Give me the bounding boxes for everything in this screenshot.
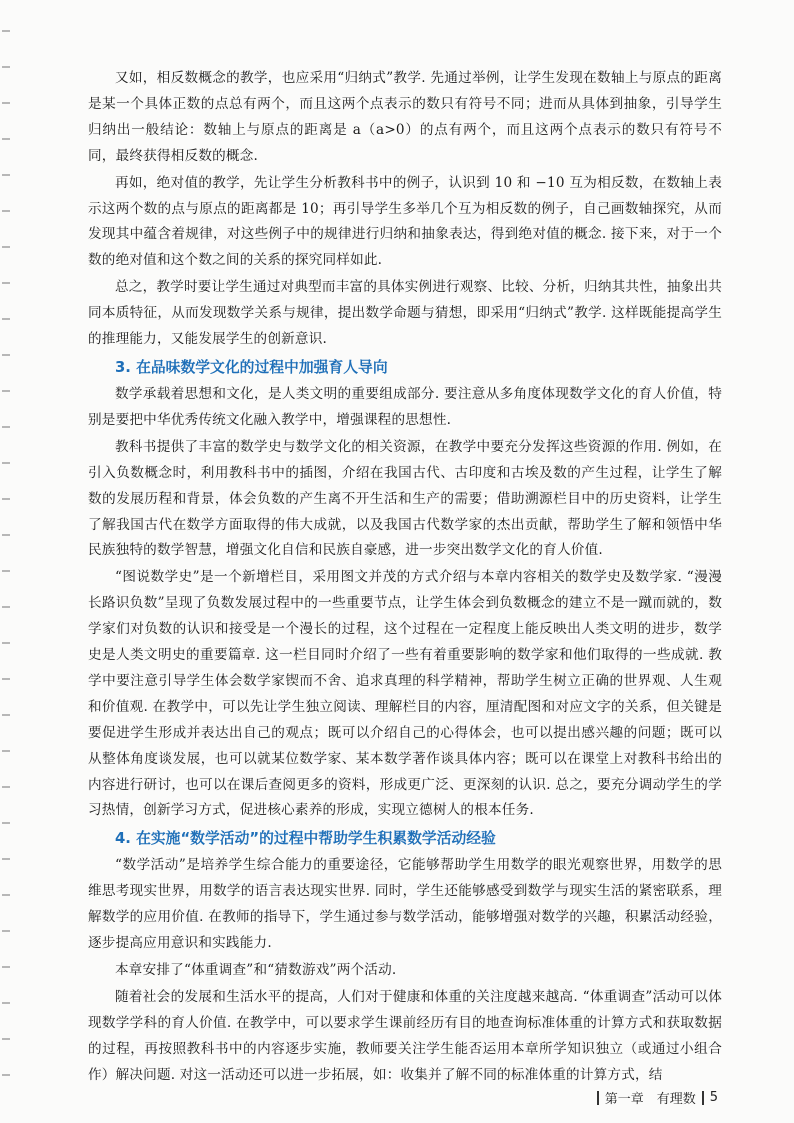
paragraph-math-culture: 数学承载着思想和文化，是人类文明的重要组成部分. 要注意从多角度体现数学文化的育人价值，特别是要把中华优秀传统文化融入教学中，增强课程的思想性. xyxy=(88,385,722,428)
paragraph-opposite-numbers: 又如，相反数概念的教学，也应采用“归纳式”教学. 先通过举例，让学生发现在数轴上与原点的距离是某一个具体正数的点总有两个，而且这两个点表示的数只有符号不同；进而从具体到抽象，引导学生归纳出一般结论：数轴上与原点的距离是 a（a>0）的点有两个，而且这两个点表示的数只有符号不同，最终获得相反数的概念. xyxy=(88,70,722,164)
paragraph-textbook-resources: 教科书提供了丰富的数学史与数学文化的相关资源，在教学中要充分发挥这些资源的作用. 例如，在引入负数概念时，利用教科书中的插图，介绍在我国古代、古印度和古埃及数的产生过程，让学生了解数的发展历程和背景，体会负数的产生离不开生活和生产的需要；借助溯源栏目中的历史资料，让学生了解我国古代在数学方面取得的伟大成就，以及我国古代数学家的杰出贡献，帮助学生了解和领悟中华民族独特的数学智慧，增强文化自信和民族自豪感，进一步突出数学文化的育人价值. xyxy=(88,438,722,559)
main-text xyxy=(88,66,722,1090)
footer-chapter-title: 第一章 有理数 xyxy=(604,1092,696,1107)
paragraph-weight-survey: 随着社会的发展和生活水平的提高，人们对于健康和体重的关注度越来越高. “体重调查”活动可以体现数学学科的育人价值. 在教学中，可以要求学生课前经历有目的地查询标准体重的计算方式和获取数据的过程，再按照教科书中的内容逐步实施，教师要关注学生能否运用本章所学知识独立（或通过小组合作）解决问题. 对这一活动还可以进一步拓展，如：收集并了解不同的标准体重的计算方式，结 xyxy=(88,988,722,1083)
paragraph-math-history-column: “图说数学史”是一个新增栏目，采用图文并茂的方式介绍与本章内容相关的数学史及数学家. “漫漫长路识负数”呈现了负数发展过程中的一些重要节点，让学生体会到负数概念的建立不是一蹴而就的，数学家们对负数的认识和接受是一个漫长的过程，这个过程在一定程度上能反映出人类文明的进步，数学史是人类文明史的重要篇章. 这一栏目同时介绍了一些有着重要影响的数学家和他们取得的一些成就. 教学中要注意引导学生体会数学家锲而不舍、追求真理的科学精神，帮助学生树立正确的世界观、人生观和价值观. 在教学中，可以先让学生独立阅读、理解栏目的内容，厘清配图和对应文字的关系，但关键是要促进学生形成并表达出自己的观点；既可以介绍自己的心得体会，也可以提出感兴趣的问题；既可以从整体角度谈发展，也可以就某位数学家、某本数学著作谈具体内容；既可以在课堂上对教科书给出的内容进行研讨，也可以在课后查阅更多的资料，形成更广泛、更深刻的认识. 总之，要充分调动学生的学习热情，创新学习方式，促进核心素养的形成，实现立德树人的根本任务. xyxy=(88,569,722,819)
paragraph-summary-inductive: 总之，教学时要让学生通过对典型而丰富的具体实例进行观察、比较、分析，归纳其共性，抽象出共同本质特征，从而发现数学关系与规律，提出数学命题与猜想，即采用“归纳式”教学. 这样既能提高学生的推理能力，又能发展学生的创新意识. xyxy=(88,279,722,348)
footer-divider xyxy=(597,1091,599,1105)
section-heading-4: 4. 在实施“数学活动”的过程中帮助学生积累数学活动经验 xyxy=(115,830,496,848)
page-footer xyxy=(597,1088,718,1107)
binding-margin-marks xyxy=(2,30,10,1090)
page-number: 5 xyxy=(709,1090,718,1105)
paragraph-absolute-value: 再如，绝对值的教学，先让学生分析教科书中的例子，认识到 10 和 −10 互为相反数，在数轴上表示这两个数的点与原点的距离都是 10；再引导学生多举几个互为相反数的例子，自己画数轴探究，从而发现其中蕴含着规律，对这些例子中的规律进行归纳和抽象表达，得到绝对值的概念. 接下来，对于一个数的绝对值和这个数之间的关系的探究同样如此. xyxy=(88,174,722,269)
paragraph-two-activities: 本章安排了“体重调查”和“猜数游戏”两个活动. xyxy=(115,962,397,978)
footer-divider xyxy=(702,1091,704,1105)
paragraph-math-activities: “数学活动”是培养学生综合能力的重要途径，它能够帮助学生用数学的眼光观察世界，用数学的思维思考现实世界，用数学的语言表达现实世界. 同时，学生还能够感受到数学与现实生活的紧密联系，理解数学的应用价值. 在教师的指导下，学生通过参与数学活动，能够增强对数学的兴趣，积累活动经验，逐步提高应用意识和实践能力. xyxy=(88,857,722,952)
section-heading-3: 3. 在品味数学文化的过程中加强育人导向 xyxy=(115,358,388,376)
